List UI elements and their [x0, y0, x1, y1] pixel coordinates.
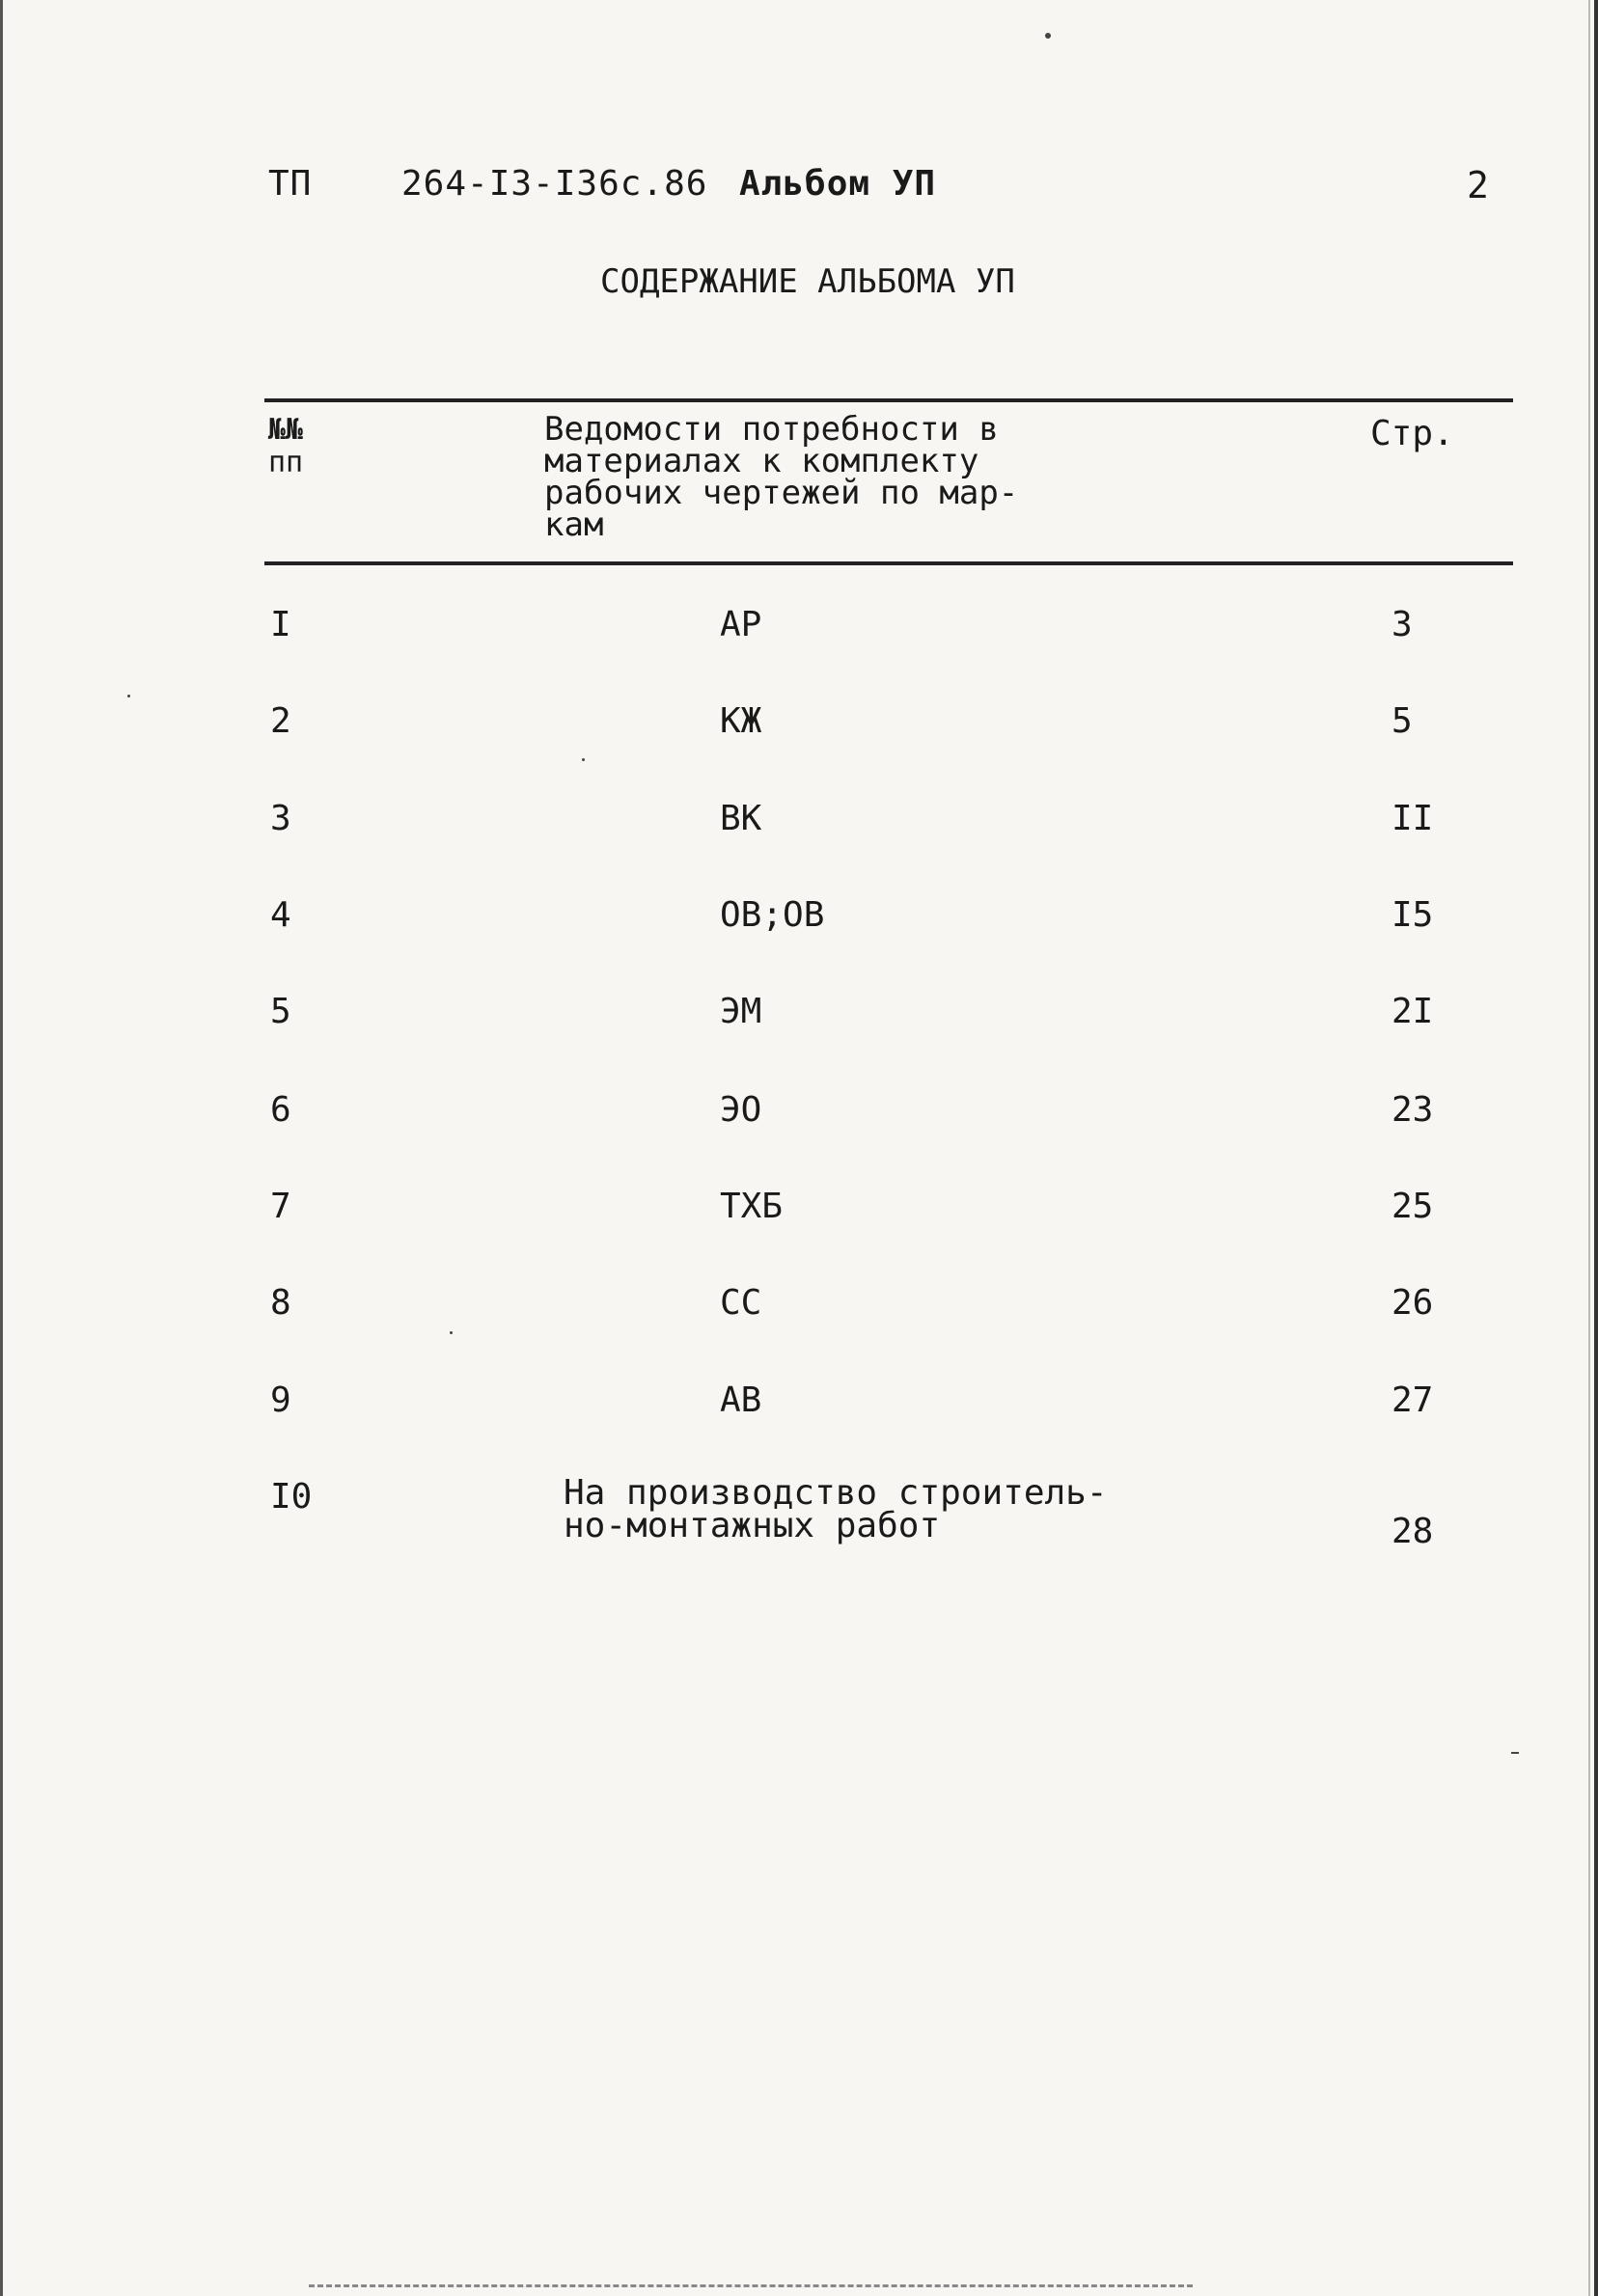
row-number: 5	[270, 992, 291, 1031]
scan-edge-right	[1594, 0, 1598, 2296]
header-code: 264-I3-I36с.86	[401, 164, 708, 204]
row-page: 25	[1391, 1187, 1434, 1226]
scan-speck	[1045, 33, 1051, 39]
row-mark: АР	[720, 605, 762, 644]
row-mark: На производство строитель- но-монтажных работ	[564, 1473, 1108, 1545]
column-header-number-line2: пп	[268, 446, 304, 479]
table-row	[264, 1187, 1513, 1244]
column-header-page: Стр.	[1370, 414, 1454, 453]
page-title: СОДЕРЖАНИЕ АЛЬБОМА УП	[600, 262, 1015, 301]
row-number: 6	[270, 1090, 291, 1130]
table-row	[264, 895, 1513, 953]
row-number: 7	[270, 1187, 291, 1226]
row-mark: ЭМ	[720, 992, 762, 1031]
scan-edge-right-inner	[1588, 0, 1590, 2296]
table-row	[264, 605, 1513, 663]
table-row	[264, 1090, 1513, 1148]
row-mark: ЭО	[720, 1090, 762, 1130]
row-mark: СС	[720, 1283, 762, 1323]
scan-speck	[127, 695, 130, 697]
scan-speck	[450, 1331, 453, 1334]
column-header-number-line1: №№	[268, 413, 304, 447]
header-album: Альбом УП	[739, 164, 937, 204]
scan-edge-left	[0, 0, 3, 2296]
scan-bottom-rule	[309, 2284, 1193, 2287]
row-number: 2	[270, 701, 291, 741]
table-header-rule	[264, 561, 1513, 565]
row-page: 5	[1391, 701, 1413, 741]
row-page: 28	[1391, 1512, 1434, 1551]
row-number: I0	[270, 1477, 313, 1517]
column-header-number	[268, 414, 345, 479]
row-mark: КЖ	[720, 701, 762, 741]
row-mark: ТХБ	[720, 1187, 784, 1226]
table-top-rule	[264, 398, 1513, 402]
table-row	[264, 799, 1513, 857]
row-mark: АВ	[720, 1380, 762, 1420]
table-row	[264, 1380, 1513, 1438]
scan-speck	[1511, 1752, 1519, 1754]
row-number: 3	[270, 799, 291, 838]
table-row	[264, 1473, 1513, 1583]
row-page: 27	[1391, 1380, 1434, 1420]
page-number: 2	[1467, 164, 1489, 206]
row-number: 9	[270, 1380, 291, 1420]
row-mark: ОВ;ОВ	[720, 895, 825, 935]
row-mark: ВК	[720, 799, 762, 838]
row-page: 3	[1391, 605, 1413, 644]
header-series: ТП	[268, 164, 313, 204]
row-page: I5	[1391, 895, 1434, 935]
row-number: 4	[270, 895, 291, 935]
table-row	[264, 992, 1513, 1050]
scan-speck	[582, 758, 585, 761]
column-header-description: Ведомости потребности в материалах к комплекту рабочих чертежей по мар- кам	[544, 410, 1019, 544]
row-page: 26	[1391, 1283, 1434, 1323]
row-page: II	[1391, 799, 1434, 838]
row-number: I	[270, 605, 291, 644]
row-page: 23	[1391, 1090, 1434, 1130]
row-page: 2I	[1391, 992, 1434, 1031]
table-row	[264, 701, 1513, 759]
row-number: 8	[270, 1283, 291, 1323]
